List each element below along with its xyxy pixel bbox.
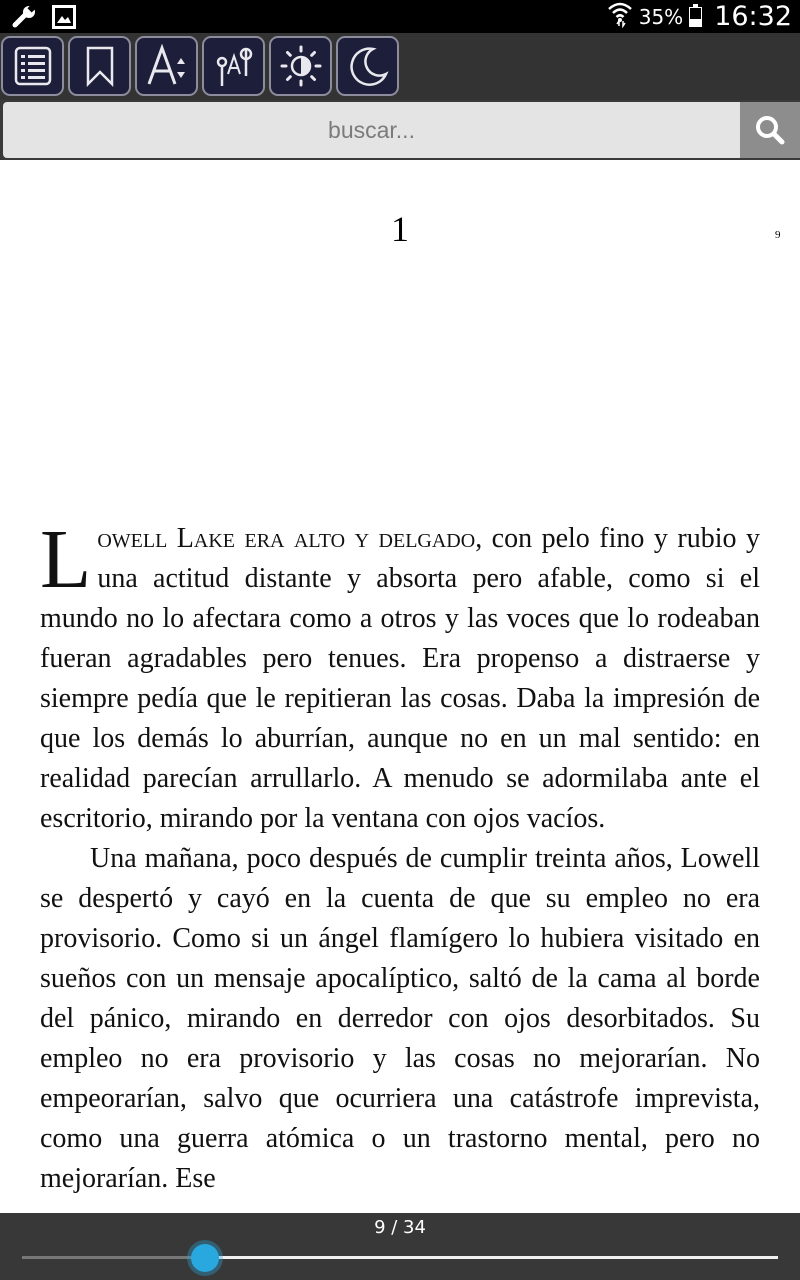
chapter-number: 1: [391, 209, 409, 249]
battery-icon: [689, 7, 702, 27]
search-icon: [754, 114, 786, 146]
paragraph: [40, 513, 760, 839]
table-of-contents-button[interactable]: [1, 36, 64, 96]
search-input[interactable]: [3, 102, 740, 158]
reader-toolbar: [0, 33, 800, 100]
font-size-icon: [145, 44, 189, 88]
search-button[interactable]: [740, 102, 800, 158]
status-bar: [0, 0, 800, 33]
bookmark-icon: [78, 44, 122, 88]
wrench-icon: [12, 4, 38, 35]
page-slider-progress: [22, 1256, 205, 1259]
clock: 16:32: [714, 1, 792, 32]
page-slider-thumb[interactable]: [191, 1244, 219, 1272]
book-text: [40, 513, 760, 1199]
text-settings-button[interactable]: [202, 36, 265, 96]
smallcaps-lead: owell Lake era alto y delgado: [97, 523, 476, 554]
battery-percent: 35%: [638, 4, 684, 29]
page-navigation-bar: [0, 1213, 800, 1280]
bookmark-button[interactable]: [68, 36, 131, 96]
image-icon: [52, 5, 76, 34]
brightness-icon: [279, 44, 323, 88]
search-bar: [0, 100, 800, 160]
brightness-button[interactable]: [269, 36, 332, 96]
night-mode-button[interactable]: [336, 36, 399, 96]
paragraph: Una mañana, poco después de cumplir treinta años, Lowell se despertó y cayó en la cuenta de que su empleo no era provisorio. Como si un ángel flamígero lo hubiera visitado en sueños con un mensaje apocalíptico, saltó de la cama al borde del pánico, mirando en derredor con ojos desorbitados. Su empleo no era provisorio y las cosas no mejorarían. No empeorarían, salvo que ocurriera una catástrofe imprevista, como una guerra atómica o un trastorno mental, pero no mejorarían. Ese: [40, 843, 760, 1194]
page-marker: 9: [775, 229, 781, 241]
page-indicator: 9 / 34: [374, 1217, 426, 1238]
drop-cap: L: [40, 513, 92, 606]
page-slider-track[interactable]: [22, 1256, 778, 1259]
text-settings-icon: [212, 44, 256, 88]
table-of-contents-icon: [11, 44, 55, 88]
paragraph-text: , con pelo fino y rubio y una actitud distante y absorta pero afable, como si el mundo no lo afectara como a otros y las voces que lo rodeaban fueran agradables pero tenues. Era propenso a distraerse y siempre pedía que le repitieran las cosas. Daba la impresión de que los demás lo aburrían, aunque no en un mal sentido: en realidad parecían arrullarlo. A menudo se adormilaba ante el escritorio, mirando por la ventana con ojos vacíos.: [40, 523, 760, 834]
font-size-button[interactable]: [135, 36, 198, 96]
night-mode-icon: [346, 44, 390, 88]
wifi-icon: [607, 0, 633, 33]
